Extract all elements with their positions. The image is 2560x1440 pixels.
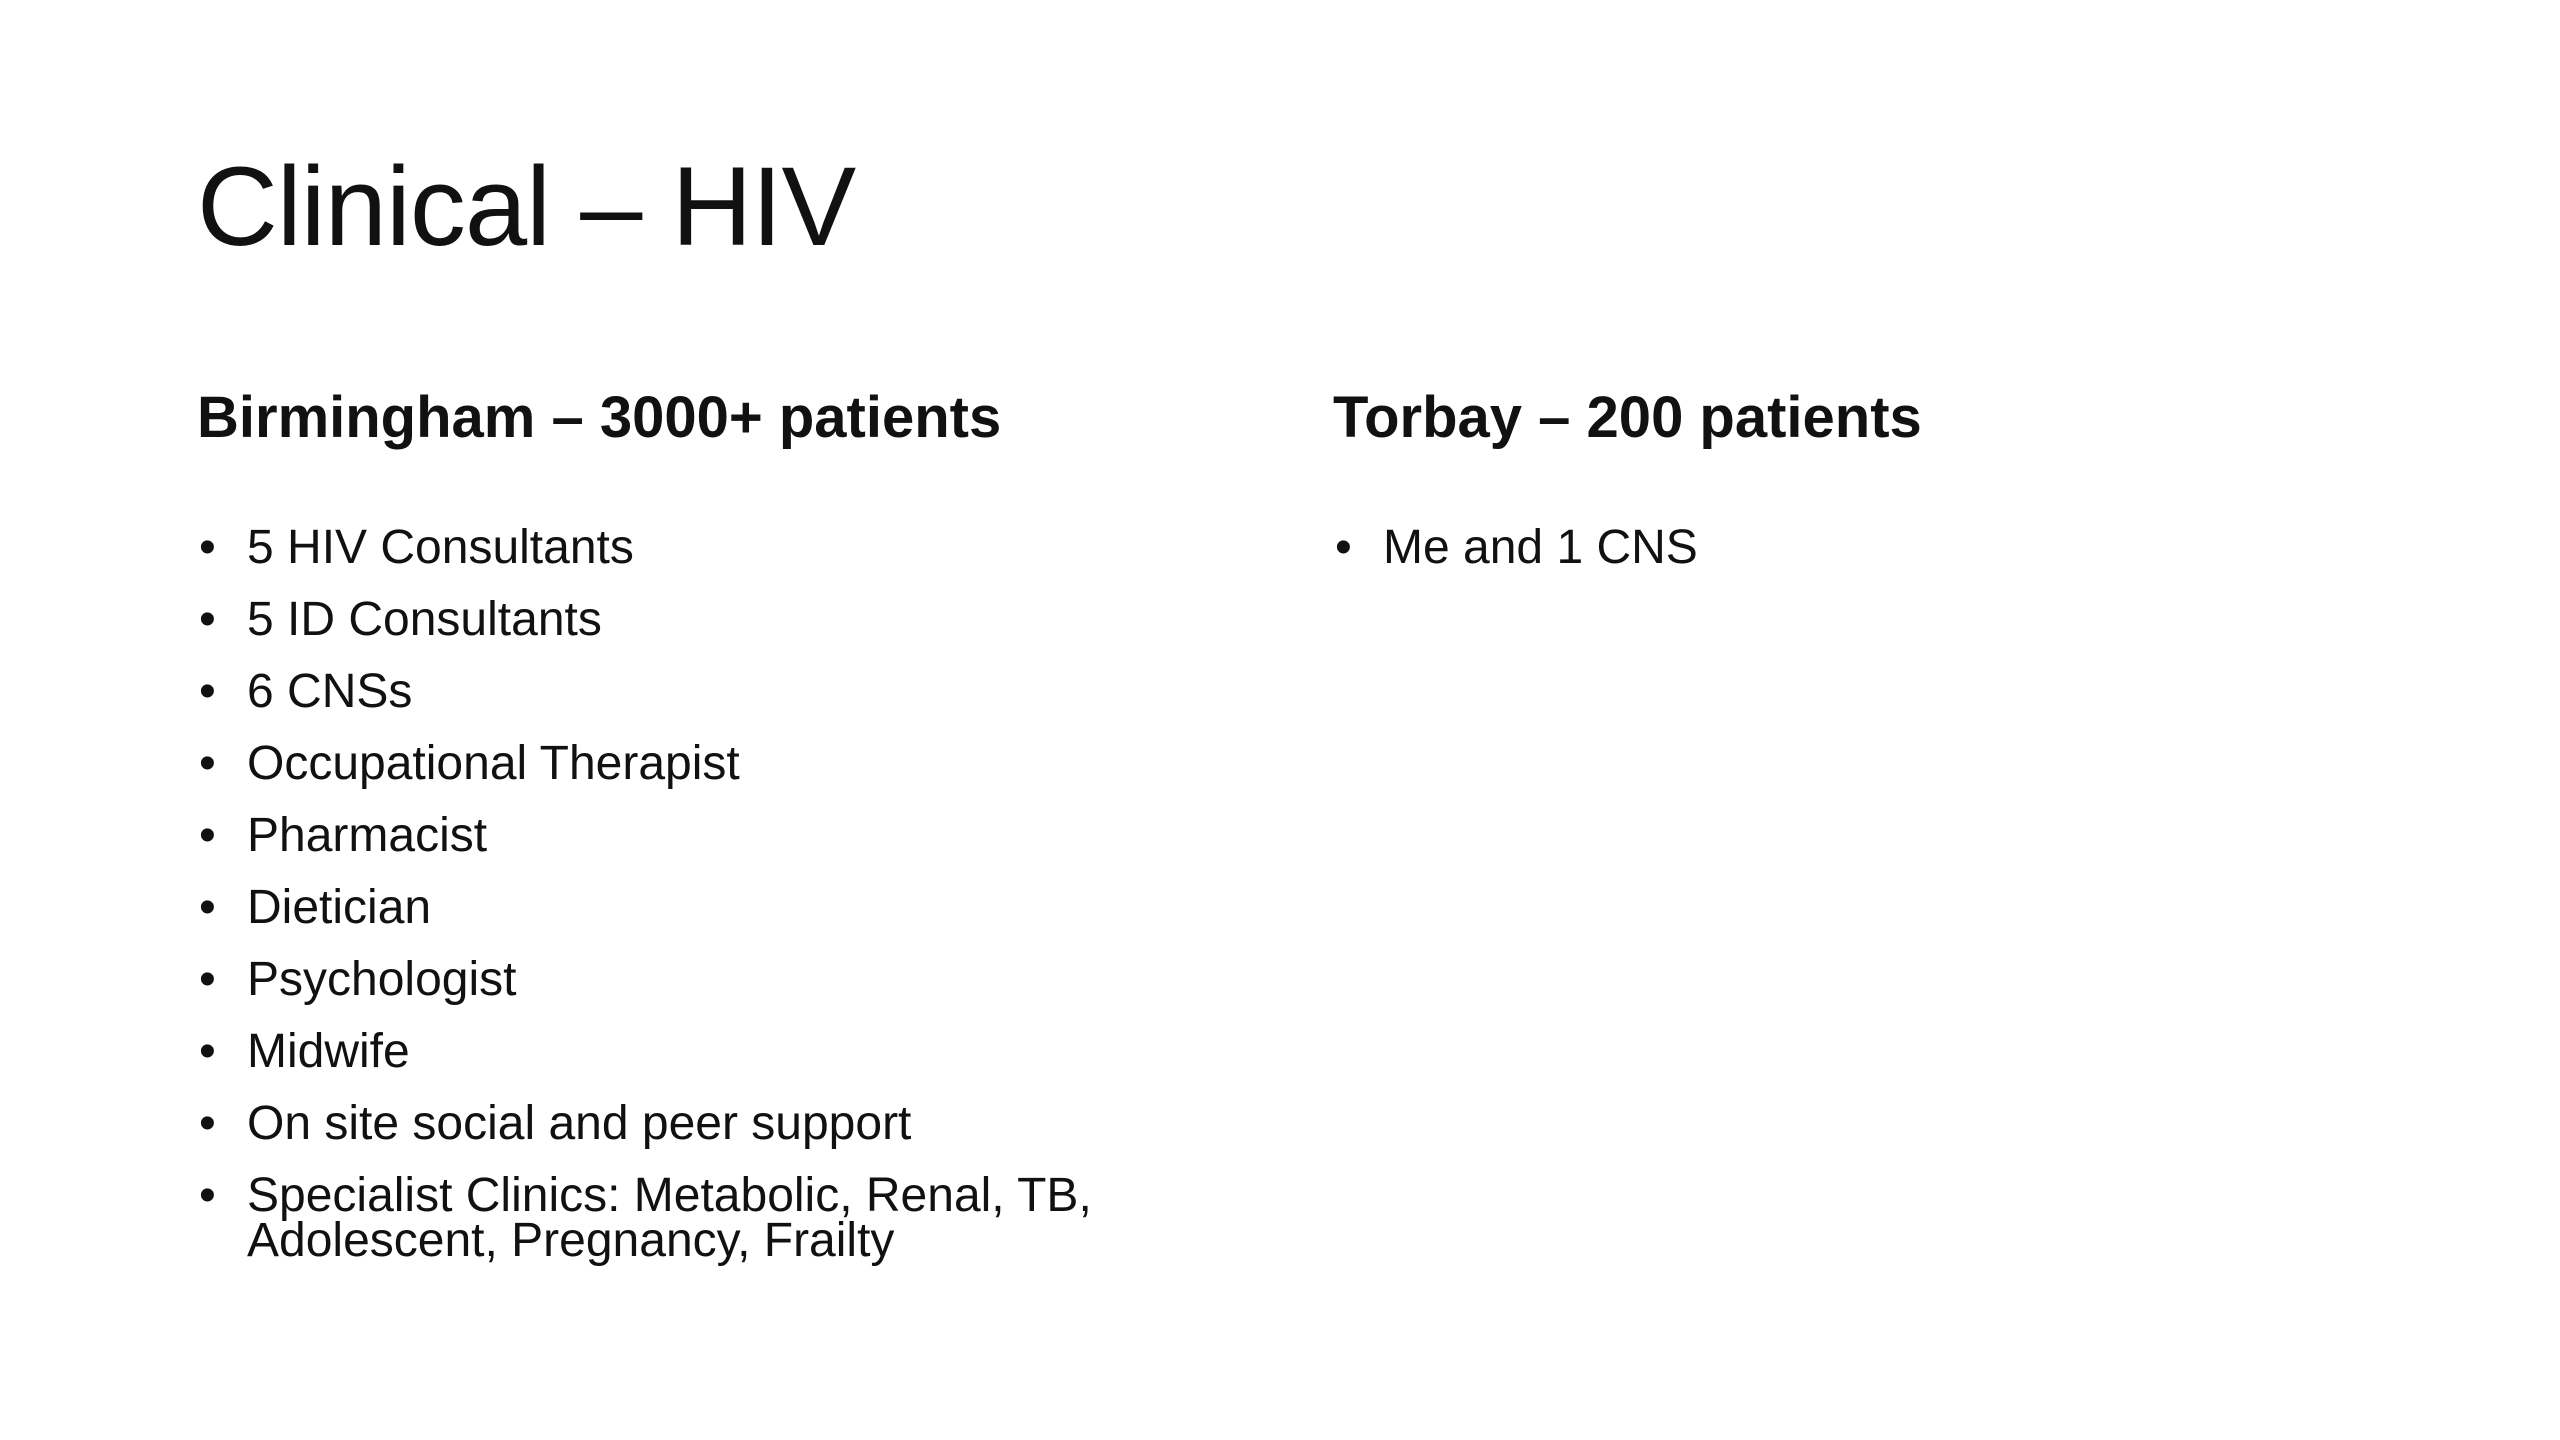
list-item — [197, 665, 1197, 718]
birmingham-column — [197, 383, 1197, 1267]
list-item — [197, 881, 1197, 934]
list-item — [197, 1169, 1237, 1267]
list-item-text: Occupational Therapist — [247, 737, 740, 790]
list-item-text: 5 ID Consultants — [247, 593, 602, 646]
torbay-heading: Torbay – 200 patients — [1333, 385, 1922, 450]
birmingham-heading: Birmingham – 3000+ patients — [197, 385, 1002, 450]
bullet-icon: • — [199, 665, 216, 718]
bullet-icon: • — [199, 737, 216, 790]
list-item-text: Dietician — [247, 881, 432, 934]
list-item — [197, 1097, 1197, 1150]
bullet-icon: • — [199, 809, 216, 862]
bullet-icon: • — [199, 521, 216, 574]
birmingham-bullet-list — [197, 521, 1197, 1290]
torbay-bullet-list — [1333, 521, 2333, 597]
bullet-icon: • — [199, 953, 216, 1006]
list-item — [1333, 521, 2333, 574]
list-item — [197, 737, 1197, 790]
bullet-icon: • — [199, 1097, 216, 1150]
bullet-icon: • — [199, 1025, 216, 1078]
list-item-text: 6 CNSs — [247, 665, 413, 718]
bullet-icon: • — [1335, 521, 1352, 574]
list-item — [197, 593, 1197, 646]
torbay-column — [1333, 383, 2333, 574]
list-item-text: Specialist Clinics: Metabolic, Renal, TB, Adolescent, Pregnancy, Frailty — [247, 1169, 1092, 1267]
list-item — [197, 953, 1197, 1006]
list-item-text: Midwife — [247, 1025, 410, 1078]
list-item-text: Me and 1 CNS — [1383, 521, 1698, 574]
list-item — [197, 521, 1197, 574]
list-item-text: Psychologist — [247, 953, 517, 1006]
bullet-icon: • — [199, 881, 216, 934]
list-item-text: 5 HIV Consultants — [247, 521, 634, 574]
slide-title: Clinical – HIV — [197, 144, 856, 269]
list-item — [197, 1025, 1197, 1078]
list-item — [197, 809, 1197, 862]
bullet-icon: • — [199, 1169, 216, 1222]
list-item-text: Pharmacist — [247, 809, 488, 862]
bullet-icon: • — [199, 593, 216, 646]
list-item-text: On site social and peer support — [247, 1097, 912, 1150]
